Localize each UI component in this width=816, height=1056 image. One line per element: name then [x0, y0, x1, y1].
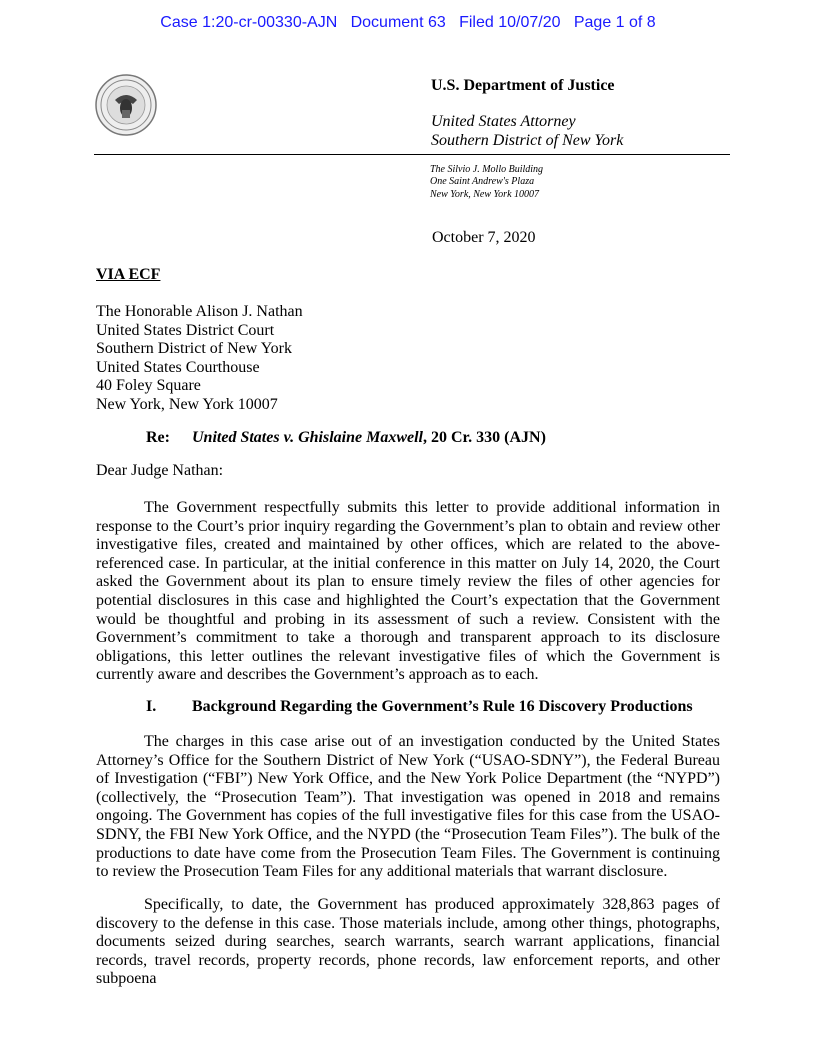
section-heading: Background Regarding the Government’s Rule 16 Discovery Productions: [192, 698, 693, 715]
body-paragraph: The charges in this case arise out of an investigation conducted by the United States Attorney’s Office for the Southern District of New York (“USAO-SDNY”), the Federal Bureau of Investigation (“FBI”) New York Office, and the New York Police Department (the “NYPD”) (collectively, the “Prosecution Team”). That investigation was opened in 2018 and remains ongoing. The Government has copies of the full investigative files for this case from the USAO-SDNY, the FBI New York Office, and the NYPD (the “Prosecution Team Files”). The bulk of the productions to date have come from the Prosecution Team Files. The Government is continuing to review the Prosecution Team Files for any additional materials that warrant disclosure.: [96, 733, 720, 881]
court-filing-stamp: Case 1:20-cr-00330-AJN Document 63 Filed 10/07/20 Page 1 of 8: [160, 14, 656, 31]
addressee-line: The Honorable Alison J. Nathan: [96, 303, 303, 320]
addressee-line: 40 Foley Square: [96, 377, 201, 395]
re-subject: [192, 429, 546, 448]
address-line: The Silvio J. Mollo Building: [430, 164, 544, 175]
salutation: Dear Judge Nathan:: [96, 462, 224, 479]
delivery-method: VIA ECF: [96, 266, 161, 283]
letter-date: October 7, 2020: [432, 229, 536, 246]
address-line: One Saint Andrew's Plaza: [430, 176, 535, 188]
body-paragraph: Specifically, to date, the Government has produced approximately 328,863 pages of discovery to the defense in this case. Those materials include, among other things, photographs, documents seized during searches, search warrants, search warrant applications, financial records, travel records, property records, phone records, law enforcement reports, and other subpoena: [96, 896, 720, 988]
section-number: I.: [146, 698, 157, 715]
letterhead-divider: [94, 154, 730, 155]
addressee-line: United States District Court: [96, 321, 275, 339]
case-number: , 20 Cr. 330 (AJN): [422, 429, 546, 446]
address-block: [430, 164, 543, 201]
doj-seal-logo: [95, 74, 157, 136]
addressee-block: [96, 303, 303, 415]
department-name: U.S. Department of Justice: [431, 77, 615, 94]
office-line: United States Attorney: [431, 113, 576, 130]
re-label: Re:: [146, 429, 170, 446]
case-name: United States v. Ghislaine Maxwell: [192, 429, 423, 446]
addressee-line: New York, New York 10007: [96, 395, 278, 413]
address-line: New York, New York 10007: [430, 188, 540, 200]
office-line: Southern District of New York: [431, 132, 624, 149]
body-paragraph: The Government respectfully submits this letter to provide additional information in response to the Court’s prior inquiry regarding the Government’s plan to obtain and review other investigative files, created and maintained by other offices, which are related to the above-referenced case. In particular, at the initial conference in this matter on July 14, 2020, the Court asked the Government about its plan to ensure timely review the files of other agencies for potential disclosures in this case and highlighted the Court’s expectation that the Government would be thoughtful and probing in its assessment of such a review. Consistent with the Government’s commitment to take a thorough and transparent approach to its disclosure obligations, this letter outlines the relevant investigative files of which the Government is currently aware and describes the Government’s approach as to each.: [96, 499, 720, 684]
addressee-line: Southern District of New York: [96, 340, 292, 358]
addressee-line: United States Courthouse: [96, 358, 260, 376]
